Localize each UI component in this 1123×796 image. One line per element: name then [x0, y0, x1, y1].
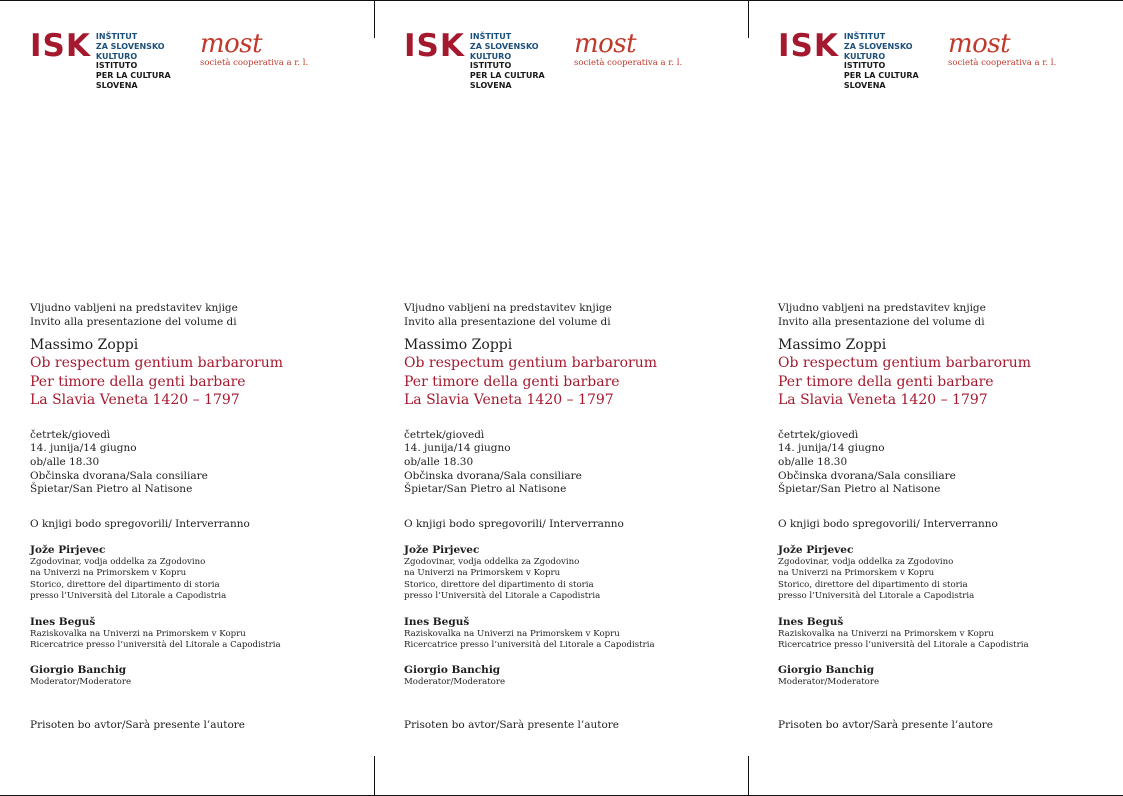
speaker-entry [30, 664, 360, 688]
speaker-role: na Univerzi na Primorskem v Kopru [30, 568, 187, 579]
speakers-heading: O knjigi bodo spregovorili/ Interverranno [30, 518, 250, 531]
speaker-entry [30, 544, 360, 603]
title-line: Ob respectum gentium barbarorum [404, 355, 658, 371]
invite-line: Vljudno vabljeni na predstavitev knjige [778, 302, 986, 314]
speaker-role: Ricercatrice presso l’università del Litorale a Capodistria [404, 640, 655, 651]
speaker-name: Giorgio Banchig [778, 664, 875, 677]
isk-logo-text [470, 32, 545, 91]
speaker-role: Storico, direttore del dipartimento di storia [404, 579, 594, 590]
speaker-entry [404, 616, 734, 652]
isk-italian-line: PER LA CULTURA [843, 71, 919, 81]
event-time: ob/alle 18.30 [404, 455, 474, 468]
invite-text [404, 301, 734, 329]
most-logo [948, 30, 1056, 68]
event-place: Špietar/San Pietro al Natisone [404, 483, 567, 496]
event-details [30, 429, 360, 498]
title-line: La Slavia Veneta 1420 – 1797 [30, 392, 240, 408]
speaker-role: Moderator/Moderatore [778, 677, 880, 688]
isk-italian-line: ISTITUTO [843, 61, 886, 71]
isk-italian-line: ISTITUTO [95, 61, 138, 71]
most-logo-subtitle: società cooperativa a r. l. [574, 58, 683, 68]
isk-italian-line: PER LA CULTURA [469, 71, 545, 81]
invitation-panel-2 [374, 0, 748, 796]
invite-text [30, 301, 360, 329]
speakers-heading: O knjigi bodo spregovorili/ Interverranno [778, 518, 998, 531]
speaker-role: Moderator/Moderatore [30, 677, 132, 688]
invitation-panel-1 [0, 0, 374, 796]
event-day: četrtek/giovedì [404, 428, 485, 441]
speaker-entry [778, 544, 1108, 603]
event-date: 14. junija/14 giugno [778, 442, 885, 455]
most-logo-word: most [574, 29, 637, 59]
speaker-role: presso l’Università del Litorale a Capodistria [30, 591, 227, 602]
event-details [404, 429, 734, 498]
speaker-name: Ines Beguš [404, 615, 470, 628]
invite-line: Vljudno vabljeni na predstavitev knjige [30, 302, 238, 314]
event-day: četrtek/giovedì [30, 428, 111, 441]
most-logo-subtitle: società cooperativa a r. l. [948, 58, 1057, 68]
isk-italian-line: SLOVENA [843, 80, 886, 90]
event-venue: Občinska dvorana/Sala consiliare [778, 469, 956, 482]
event-time: ob/alle 18.30 [30, 455, 100, 468]
speaker-role: Raziskovalka na Univerzi na Primorskem v Kopru [778, 628, 994, 639]
invitation-text [30, 301, 360, 732]
title-line: Per timore della genti barbare [778, 373, 994, 390]
isk-logo-letters: ISK [404, 28, 465, 64]
speaker-role: Ricercatrice presso l’università del Litorale a Capodistria [30, 640, 281, 651]
most-logo-word: most [200, 29, 263, 59]
most-logo-word: most [948, 29, 1011, 59]
book-title [30, 354, 360, 410]
isk-slovene-line: ZA SLOVENSKO [95, 41, 165, 51]
speaker-name: Giorgio Banchig [404, 664, 501, 677]
speaker-role: na Univerzi na Primorskem v Kopru [778, 568, 935, 579]
speaker-name: Ines Beguš [30, 615, 96, 628]
closing-note: Prisoten bo avtor/Sarà presente l’autore [778, 718, 994, 731]
speaker-role: presso l’Università del Litorale a Capodistria [778, 591, 975, 602]
invitation-text [404, 301, 734, 732]
event-place: Špietar/San Pietro al Natisone [30, 483, 193, 496]
speaker-entry [778, 664, 1108, 688]
speaker-role: presso l’Università del Litorale a Capodistria [404, 591, 601, 602]
speaker-entry [404, 664, 734, 688]
isk-slovene-line: INŠTITUT [95, 32, 138, 41]
closing-note: Prisoten bo avtor/Sarà presente l’autore [30, 718, 246, 731]
invitation-panel-3 [748, 0, 1122, 796]
event-venue: Občinska dvorana/Sala consiliare [404, 469, 582, 482]
speaker-role: na Univerzi na Primorskem v Kopru [404, 568, 561, 579]
speaker-role: Zgodovinar, vodja oddelka za Zgodovino [30, 557, 206, 568]
isk-logo-letters: ISK [30, 28, 91, 64]
isk-logo-text [844, 32, 919, 91]
event-day: četrtek/giovedì [778, 428, 859, 441]
speaker-role: Raziskovalka na Univerzi na Primorskem v Kopru [404, 628, 620, 639]
speaker-role: Zgodovinar, vodja oddelka za Zgodovino [778, 557, 954, 568]
title-line: Ob respectum gentium barbarorum [30, 355, 284, 371]
title-line: Per timore della genti barbare [30, 373, 246, 390]
speaker-name: Giorgio Banchig [30, 664, 127, 677]
isk-logo-letters: ISK [778, 28, 839, 64]
invitation-text [778, 301, 1108, 732]
invite-line: Invito alla presentazione del volume di [404, 316, 611, 328]
speaker-entry [404, 544, 734, 603]
speaker-role: Ricercatrice presso l’università del Litorale a Capodistria [778, 640, 1029, 651]
isk-italian-line: PER LA CULTURA [95, 71, 171, 81]
speaker-name: Jože Pirjevec [30, 544, 106, 557]
book-title [404, 354, 734, 410]
speaker-name: Ines Beguš [778, 615, 844, 628]
isk-logo [30, 30, 171, 91]
speaker-role: Storico, direttore del dipartimento di storia [30, 579, 220, 590]
most-logo [200, 30, 308, 68]
speaker-name: Jože Pirjevec [404, 544, 480, 557]
speaker-role: Zgodovinar, vodja oddelka za Zgodovino [404, 557, 580, 568]
event-details [778, 429, 1108, 498]
isk-slovene-line: ZA SLOVENSKO [469, 41, 539, 51]
isk-slovene-line: INŠTITUT [469, 32, 512, 41]
event-venue: Občinska dvorana/Sala consiliare [30, 469, 208, 482]
isk-logo [778, 30, 919, 91]
title-line: La Slavia Veneta 1420 – 1797 [404, 392, 614, 408]
isk-slovene-line: ZA SLOVENSKO [843, 41, 913, 51]
speaker-role: Moderator/Moderatore [404, 677, 506, 688]
isk-italian-line: SLOVENA [95, 80, 138, 90]
invite-line: Invito alla presentazione del volume di [778, 316, 985, 328]
title-line: Ob respectum gentium barbarorum [778, 355, 1032, 371]
book-title [778, 354, 1108, 410]
author-name: Massimo Zoppi [30, 337, 139, 353]
closing-note: Prisoten bo avtor/Sarà presente l’autore [404, 718, 620, 731]
event-time: ob/alle 18.30 [778, 455, 848, 468]
isk-slovene-line: KULTURO [469, 51, 512, 61]
speaker-name: Jože Pirjevec [778, 544, 854, 557]
invite-line: Invito alla presentazione del volume di [30, 316, 237, 328]
most-logo-subtitle: società cooperativa a r. l. [200, 58, 309, 68]
invite-text [778, 301, 1108, 329]
most-logo [574, 30, 682, 68]
speaker-role: Raziskovalka na Univerzi na Primorskem v Kopru [30, 628, 246, 639]
speaker-role: Storico, direttore del dipartimento di storia [778, 579, 968, 590]
title-line: La Slavia Veneta 1420 – 1797 [778, 392, 988, 408]
title-line: Per timore della genti barbare [404, 373, 620, 390]
isk-logo [404, 30, 545, 91]
speaker-entry [778, 616, 1108, 652]
event-date: 14. junija/14 giugno [30, 442, 137, 455]
speakers-heading: O knjigi bodo spregovorili/ Interverranno [404, 518, 624, 531]
isk-italian-line: SLOVENA [469, 80, 512, 90]
invite-line: Vljudno vabljeni na predstavitev knjige [404, 302, 612, 314]
event-date: 14. junija/14 giugno [404, 442, 511, 455]
isk-slovene-line: KULTURO [843, 51, 886, 61]
isk-italian-line: ISTITUTO [469, 61, 512, 71]
author-name: Massimo Zoppi [778, 337, 887, 353]
speaker-entry [30, 616, 360, 652]
isk-logo-text [96, 32, 171, 91]
isk-slovene-line: INŠTITUT [843, 32, 886, 41]
isk-slovene-line: KULTURO [95, 51, 138, 61]
author-name: Massimo Zoppi [404, 337, 513, 353]
event-place: Špietar/San Pietro al Natisone [778, 483, 941, 496]
